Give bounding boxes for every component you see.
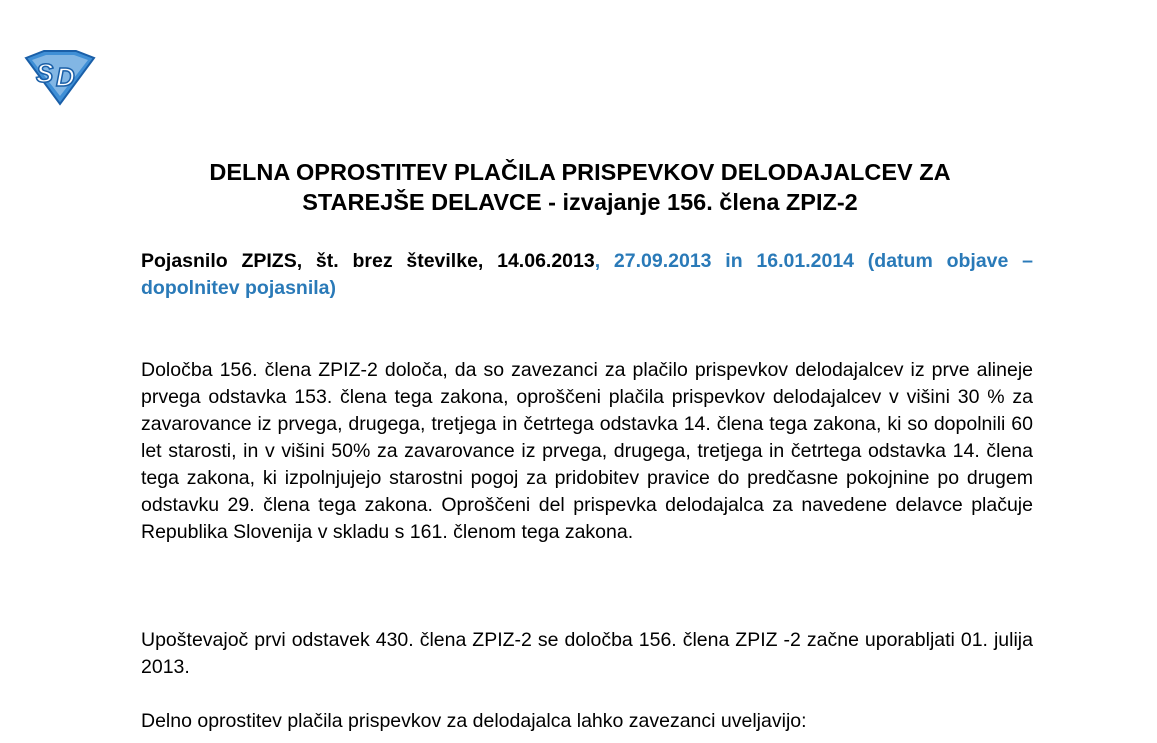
document-title-line1: DELNA OPROSTITEV PLAČILA PRISPEVKOV DELODAJALCEV ZA <box>209 159 951 185</box>
document-title <box>110 157 1050 217</box>
paragraph-partial-exemption: Delno oprostitev plačila prispevkov za delodajalca lahko zavezanci uveljavijo: <box>141 710 807 732</box>
document-subtitle <box>141 248 1033 302</box>
svg-text:D: D <box>56 62 75 92</box>
sd-logo <box>22 50 96 106</box>
svg-text:S: S <box>36 58 54 88</box>
document-title-line2: STAREJŠE DELAVCE - izvajanje 156. člena ZPIZ-2 <box>302 189 858 215</box>
paragraph-article-156: Določba 156. člena ZPIZ-2 določa, da so zavezanci za plačilo prispevkov delodajalcev iz prve alineje prvega odstavka 153. člena tega zakona, oproščeni plačila prispevkov delodajalcev v višini 30 % za zavarovance iz prvega, drugega, tretjega in četrtega odstavka 14. člena tega zakona, ki so dopolnili 60 let starosti, in v višini 50% za zavarovance iz prvega, drugega, tretjega in četrtega odstavka 14. člena tega zakona, ki izpolnjujejo starostni pogoj za pridobitev pravice do predčasne pokojnine po drugem odstavku 29. člena tega zakona. Oproščeni del prispevka delodajalca za navedene delavce plačuje Republika Slovenija v skladu s 161. členom tega zakona. <box>141 359 1033 543</box>
sd-shield-logo-icon <box>22 50 96 106</box>
subtitle-reference: Pojasnilo ZPIZS, št. brez številke, 14.06.2013 <box>141 250 595 272</box>
subtitle-amendment-dates: , 27.09.2013 in 16.01.2014 (datum objave – dopolnitev pojasnila) <box>141 250 1033 299</box>
paragraph-application-date: Upoštevajoč prvi odstavek 430. člena ZPIZ-2 se določba 156. člena ZPIZ -2 začne uporabljati 01. julija 2013. <box>141 629 1033 678</box>
